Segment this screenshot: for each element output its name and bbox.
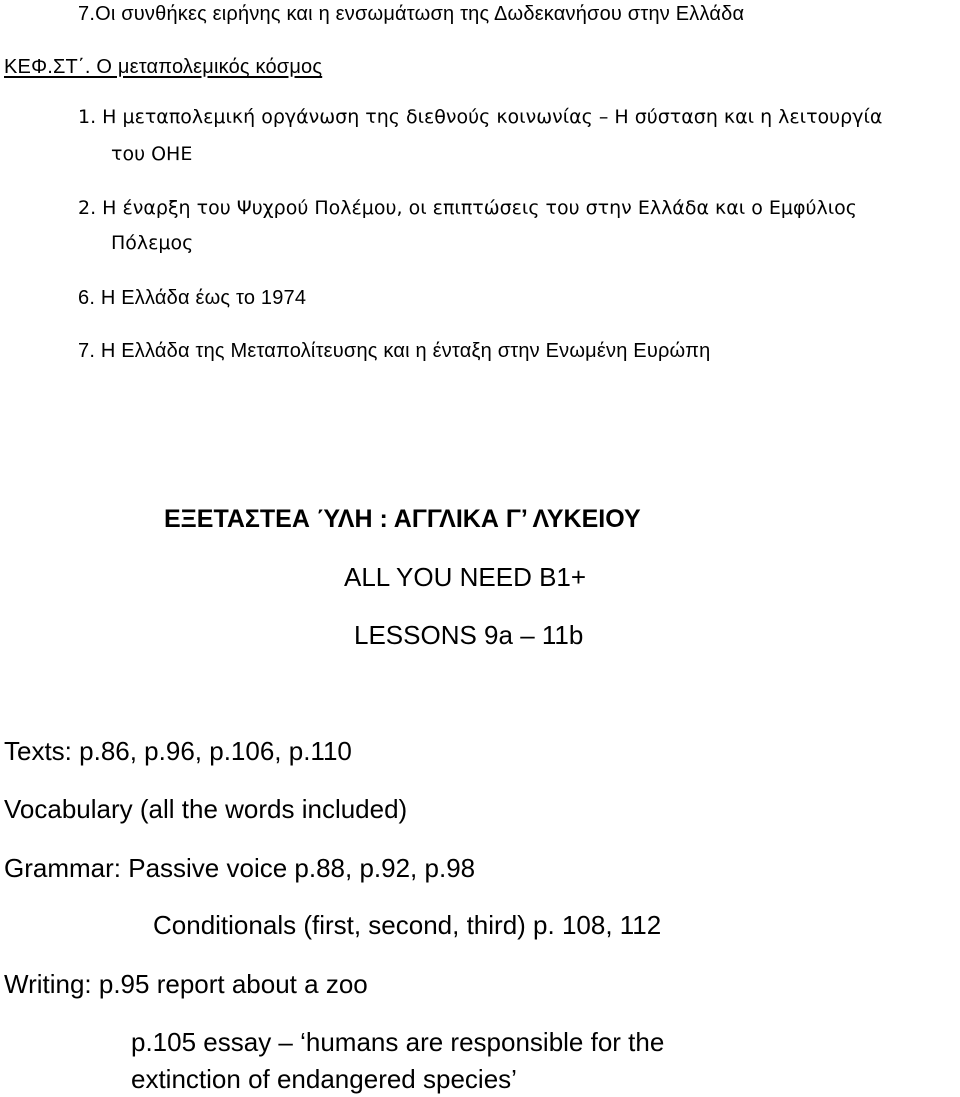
history-item-7: 7. Η Ελλάδα της Μεταπολίτευσης και η ένταξη στην Ενωμένη Ευρώπη [78,340,711,362]
grammar-conditionals: Conditionals (first, second, third) p. 108, 112 [153,910,662,940]
chapter-heading: ΚΕΦ.ΣΤ΄. Ο μεταπολεμικός κόσμος [4,56,323,78]
vocabulary-note: Vocabulary (all the words included) [4,794,408,824]
history-item-1: 1. Η μεταπολεμική οργάνωση της διεθνούς κοινωνίας – Η σύσταση και η λειτουργία [78,106,883,128]
writing-essay-continued: extinction of endangered species’ [131,1064,517,1094]
lessons-range: LESSONS 9a – 11b [354,620,584,650]
history-item-1-continued: του ΟΗΕ [111,143,193,165]
writing-essay: p.105 essay – ‘humans are responsible for the [131,1027,665,1057]
history-item-2-continued: Πόλεμος [111,232,194,254]
texts-pages: Texts: p.86, p.96, p.106, p.110 [4,736,352,766]
writing-report: Writing: p.95 report about a zoo [4,969,368,999]
history-item-2: 2. Η έναρξη του Ψυχρού Πολέμου, οι επιπτώσεις του στην Ελλάδα και ο Εμφύλιος [78,197,857,219]
history-line-dodecanese: 7.Οι συνθήκες ειρήνης και η ενσωμάτωση της Δωδεκανήσου στην Ελλάδα [78,3,745,25]
book-title: ALL YOU NEED B1+ [344,562,587,592]
history-item-6: 6. Η Ελλάδα έως το 1974 [78,287,307,309]
grammar-passive: Grammar: Passive voice p.88, p.92, p.98 [4,853,476,883]
english-exam-title: ΕΞΕΤΑΣΤΕΑ ΎΛΗ : ΑΓΓΛΙΚΑ Γ’ ΛΥΚΕΙΟΥ [164,505,641,533]
